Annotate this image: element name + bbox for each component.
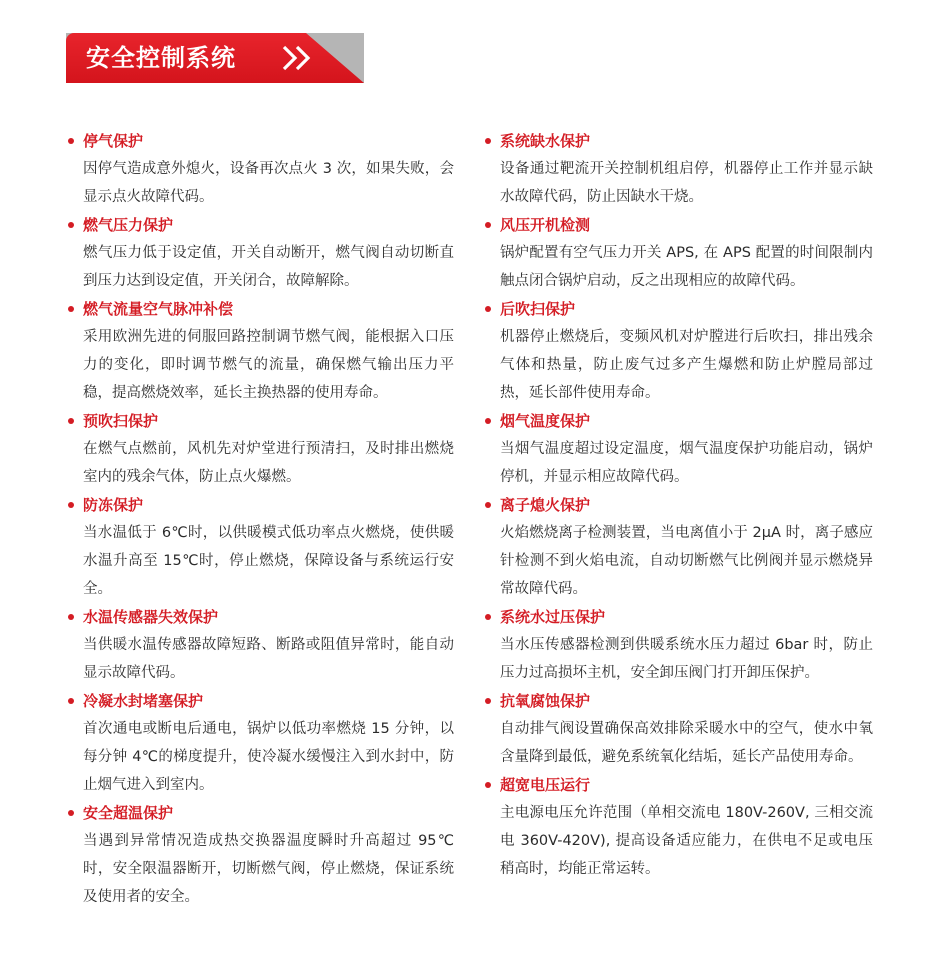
feature-title — [66, 690, 454, 712]
feature-item — [483, 774, 873, 883]
feature-description: 当水温低于 6℃时，以供暖模式低功率点火燃烧，使供暖水温升高至 15℃时，停止燃烧，保障设备与系统运行安全。 — [83, 525, 454, 597]
feature-description: 当供暖水温传感器故障短路、断路或阻值异常时，能自动显示故障代码。 — [83, 637, 454, 681]
feature-item — [483, 130, 873, 211]
feature-item — [483, 410, 873, 491]
feature-title-text: 风压开机检测 — [500, 216, 591, 234]
bullet-dot — [485, 222, 491, 228]
feature-title-text: 抗氧腐蚀保护 — [500, 692, 591, 710]
feature-title-text: 系统水过压保护 — [500, 608, 606, 626]
feature-title — [66, 802, 454, 824]
bullet-dot — [68, 698, 74, 704]
feature-title — [483, 690, 873, 712]
bullet-dot — [485, 782, 491, 788]
feature-title-text: 燃气压力保护 — [83, 216, 174, 234]
feature-title — [483, 606, 873, 628]
feature-title — [66, 606, 454, 628]
feature-item — [66, 802, 454, 911]
section-header — [66, 33, 364, 83]
section-title: 安全控制系统 — [86, 44, 236, 72]
feature-item — [483, 690, 873, 771]
bullet-dot — [485, 502, 491, 508]
feature-title — [66, 298, 454, 320]
bullet-dot — [485, 698, 491, 704]
feature-description: 当遇到异常情况造成热交换器温度瞬时升高超过 95℃时，安全限温器断开，切断燃气阀，停止燃烧，保证系统及使用者的安全。 — [83, 833, 454, 905]
double-chevron-right-icon — [280, 45, 320, 71]
feature-title — [483, 774, 873, 796]
feature-description: 因停气造成意外熄火，设备再次点火 3 次，如果失败，会显示点火故障代码。 — [83, 161, 454, 205]
bullet-dot — [68, 810, 74, 816]
feature-title — [66, 214, 454, 236]
feature-title-text: 后吹扫保护 — [500, 300, 576, 318]
feature-item — [483, 606, 873, 687]
bullet-dot — [485, 138, 491, 144]
feature-item — [66, 130, 454, 211]
feature-item — [66, 494, 454, 603]
bullet-dot — [68, 614, 74, 620]
feature-item — [66, 410, 454, 491]
bullet-dot — [68, 306, 74, 312]
feature-title-text: 停气保护 — [83, 132, 144, 150]
feature-item — [66, 298, 454, 407]
feature-title-text: 燃气流量空气脉冲补偿 — [83, 300, 234, 318]
feature-title — [483, 130, 873, 152]
feature-title — [483, 410, 873, 432]
feature-title-text: 超宽电压运行 — [500, 776, 591, 794]
feature-description: 采用欧洲先进的伺服回路控制调节燃气阀，能根据入口压力的变化，即时调节燃气的流量，确保燃气输出压力平稳，提高燃烧效率，延长主换热器的使用寿命。 — [83, 329, 454, 401]
feature-description: 燃气压力低于设定值，开关自动断开，燃气阀自动切断直到压力达到设定值，开关闭合，故障解除。 — [83, 245, 454, 289]
feature-title — [483, 298, 873, 320]
feature-item — [483, 298, 873, 407]
feature-title — [66, 494, 454, 516]
bullet-dot — [68, 502, 74, 508]
bullet-dot — [68, 222, 74, 228]
feature-title — [66, 410, 454, 432]
feature-title-text: 系统缺水保护 — [500, 132, 591, 150]
feature-item — [66, 690, 454, 799]
bullet-dot — [485, 614, 491, 620]
feature-description: 自动排气阀设置确保高效排除采暖水中的空气，使水中氧含量降到最低，避免系统氧化结垢，延长产品使用寿命。 — [500, 721, 873, 765]
feature-description: 在燃气点燃前，风机先对炉堂进行预清扫，及时排出燃烧室内的残余气体，防止点火爆燃。 — [83, 441, 454, 485]
right-feature-column — [483, 130, 873, 886]
feature-title-text: 烟气温度保护 — [500, 412, 591, 430]
feature-description: 主电源电压允许范围（单相交流电 180V-260V, 三相交流电 360V-420V), 提高设备适应能力，在供电不足或电压稍高时，均能正常运转。 — [500, 805, 873, 877]
bullet-dot — [68, 138, 74, 144]
feature-item — [483, 214, 873, 295]
feature-item — [483, 494, 873, 603]
feature-description: 当水压传感器检测到供暖系统水压力超过 6bar 时，防止压力过高损坏主机，安全卸压阀门打开卸压保护。 — [500, 637, 873, 681]
feature-title-text: 水温传感器失效保护 — [83, 608, 219, 626]
bullet-dot — [485, 306, 491, 312]
feature-title — [483, 494, 873, 516]
left-feature-column — [66, 130, 454, 914]
feature-title-text: 离子熄火保护 — [500, 496, 591, 514]
feature-item — [66, 606, 454, 687]
feature-item — [66, 214, 454, 295]
feature-description: 设备通过靶流开关控制机组启停，机器停止工作并显示缺水故障代码，防止因缺水干烧。 — [500, 161, 873, 205]
feature-description: 机器停止燃烧后，变频风机对炉膛进行后吹扫，排出残余气体和热量，防止废气过多产生爆燃和防止炉膛局部过热，延长部件使用寿命。 — [500, 329, 873, 401]
bullet-dot — [68, 418, 74, 424]
feature-title-text: 安全超温保护 — [83, 804, 174, 822]
bullet-dot — [485, 418, 491, 424]
feature-title-text: 防冻保护 — [83, 496, 144, 514]
feature-description: 当烟气温度超过设定温度，烟气温度保护功能启动，锅炉停机，并显示相应故障代码。 — [500, 441, 873, 485]
feature-description: 首次通电或断电后通电，锅炉以低功率燃烧 15 分钟，以每分钟 4℃的梯度提升，使冷凝水缓慢注入到水封中，防止烟气进入到室内。 — [83, 721, 454, 793]
feature-title-text: 预吹扫保护 — [83, 412, 159, 430]
feature-description: 火焰燃烧离子检测装置，当电离值小于 2μA 时，离子感应针检测不到火焰电流，自动切断燃气比例阀并显示燃烧异常故障代码。 — [500, 525, 873, 597]
feature-description: 锅炉配置有空气压力开关 APS, 在 APS 配置的时间限制内触点闭合锅炉启动，反之出现相应的故障代码。 — [500, 245, 873, 289]
feature-title-text: 冷凝水封堵塞保护 — [83, 692, 204, 710]
feature-title — [66, 130, 454, 152]
feature-title — [483, 214, 873, 236]
